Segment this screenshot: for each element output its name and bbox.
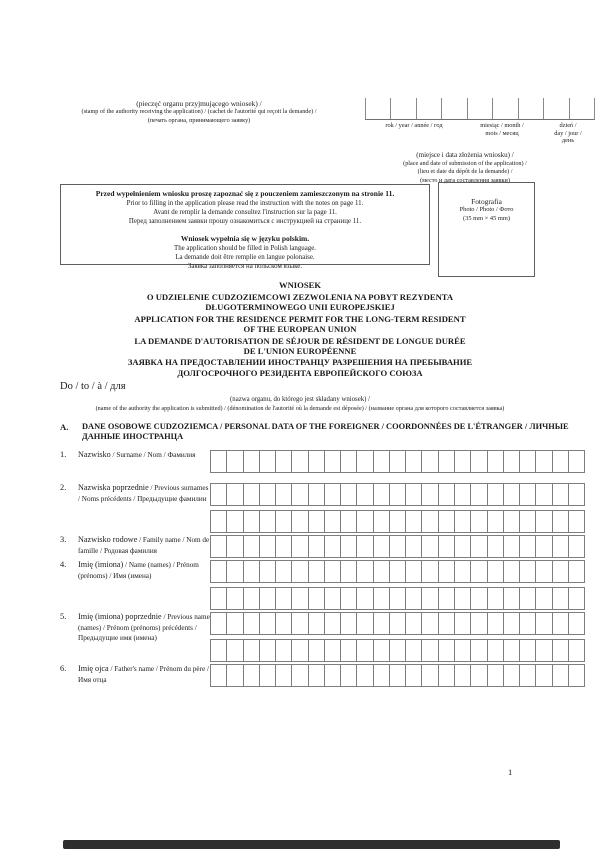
title-line-ru-2: ДОЛГОСРОЧНОГО РЕЗИДЕНТА ЕВРОПЕЙСКОГО СОЮЗА: [177, 367, 423, 378]
character-cell: [492, 98, 517, 119]
character-cell: [416, 98, 441, 119]
character-cell: [210, 639, 227, 662]
character-cell: [487, 483, 504, 506]
character-cell: [568, 587, 585, 610]
stamp-caption-block: [34, 99, 364, 125]
character-cell: [487, 664, 504, 687]
character-cells-row: [210, 639, 585, 660]
character-cell: [291, 560, 308, 583]
character-cell: [324, 612, 341, 635]
character-cell: [308, 639, 325, 662]
character-cell: [373, 450, 390, 473]
character-cell: [324, 664, 341, 687]
character-cell: [259, 664, 276, 687]
character-cell: [568, 510, 585, 533]
character-cell: [535, 535, 552, 558]
character-cell: [389, 587, 406, 610]
character-cell: [324, 450, 341, 473]
character-cell: [503, 664, 520, 687]
character-cell: [568, 612, 585, 635]
character-cell: [291, 639, 308, 662]
character-cell: [467, 98, 492, 119]
character-cell: [243, 510, 260, 533]
character-cell: [275, 450, 292, 473]
character-cell: [552, 639, 569, 662]
character-cell: [259, 483, 276, 506]
character-cell: [389, 535, 406, 558]
character-cell: [568, 450, 585, 473]
character-cell: [389, 510, 406, 533]
character-cell: [519, 639, 536, 662]
character-cell: [503, 535, 520, 558]
character-cell: [243, 612, 260, 635]
character-cell: [421, 450, 438, 473]
character-cell: [535, 639, 552, 662]
character-cell: [210, 510, 227, 533]
character-cell: [340, 450, 357, 473]
character-cell: [259, 639, 276, 662]
character-cell: [291, 612, 308, 635]
field-number: 2.: [60, 483, 67, 492]
day-label: dzień / day / jour / день: [554, 122, 582, 145]
character-cell: [441, 98, 466, 119]
character-cell: [210, 587, 227, 610]
title-line-en-2: OF THE EUROPEAN UNION: [243, 323, 357, 334]
place-date-fr: (lieu et date du dépôt de la demande) /: [417, 168, 513, 176]
photo-label-pl: Fotografia: [471, 197, 502, 206]
character-cell: [308, 483, 325, 506]
character-cell: [373, 639, 390, 662]
character-cell: [518, 98, 543, 119]
field-previous-surnames: [60, 483, 585, 504]
character-cell: [421, 560, 438, 583]
character-cell: [226, 664, 243, 687]
character-cell: [487, 535, 504, 558]
field-previous-name: [60, 612, 585, 644]
character-cell: [438, 639, 455, 662]
character-cell: [291, 587, 308, 610]
character-cell: [210, 664, 227, 687]
character-cell: [421, 612, 438, 635]
language-note-pl-bold: Wniosek wypełnia się w języku polskim.: [180, 234, 310, 244]
character-cell: [373, 560, 390, 583]
character-cell: [421, 639, 438, 662]
character-cell: [324, 483, 341, 506]
character-cell: [552, 483, 569, 506]
instruction-notice-box: [60, 184, 430, 271]
character-cell: [421, 664, 438, 687]
field-number: 5.: [60, 612, 67, 621]
character-cell: [487, 612, 504, 635]
character-cell: [340, 483, 357, 506]
notice-ru: Перед заполнением заявки прошу ознакомиться с инструкцией на странице 11.: [128, 218, 362, 225]
character-cell: [210, 483, 227, 506]
character-cell: [291, 535, 308, 558]
language-note-ru: Заявка заполняется на польском языке.: [187, 263, 303, 271]
character-cell: [503, 639, 520, 662]
character-cell: [275, 639, 292, 662]
title-line-fr-1: LA DEMANDE D'AUTORISATION DE SÉJOUR DE RÉSIDENT DE LONGUE DURÉE: [134, 335, 466, 346]
character-cell: [324, 535, 341, 558]
character-cell: [324, 560, 341, 583]
character-cell: [552, 535, 569, 558]
character-cell: [405, 612, 422, 635]
character-cell: [568, 560, 585, 583]
character-cell: [226, 639, 243, 662]
year-label: rok / year / année / год: [385, 122, 443, 129]
title-line-pl-2: DŁUGOTERMINOWEGO UNII EUROPEJSKIEJ: [205, 301, 395, 312]
character-cell: [535, 612, 552, 635]
character-cell: [259, 535, 276, 558]
character-cell: [373, 535, 390, 558]
scan-edge-bar: [63, 840, 560, 849]
character-cell: [519, 664, 536, 687]
addressee-to-label: Do / to / à / для: [60, 381, 126, 392]
character-cell: [519, 560, 536, 583]
character-cell: [308, 587, 325, 610]
character-cell: [487, 587, 504, 610]
character-cells-row: [210, 587, 585, 608]
field-label: Imię ojca / Father's name / Prénom du père / Имя отца: [78, 664, 209, 684]
character-cell: [210, 535, 227, 558]
character-cell: [243, 639, 260, 662]
character-cell: [454, 612, 471, 635]
character-cell: [356, 450, 373, 473]
field-label: Nazwisko / Surname / Nom / Фамилия: [78, 450, 196, 459]
character-cell: [421, 510, 438, 533]
character-cell: [308, 664, 325, 687]
character-cell: [243, 483, 260, 506]
photo-box: [438, 182, 535, 277]
character-cell: [405, 510, 422, 533]
character-cells-row: [210, 483, 585, 504]
character-cell: [243, 587, 260, 610]
character-cell: [470, 612, 487, 635]
field-label: Imię (imiona) poprzednie / Previous name (names) / Prénom (prénoms) précédents / Предыдущие имя (имена): [78, 612, 210, 643]
character-cell: [470, 535, 487, 558]
month-label: miesiąc / month / mois / месяц: [480, 122, 524, 137]
character-cell: [226, 510, 243, 533]
character-cell: [356, 639, 373, 662]
character-cell: [519, 483, 536, 506]
character-cell: [405, 587, 422, 610]
character-cell: [324, 510, 341, 533]
character-cell: [259, 560, 276, 583]
character-cell: [405, 639, 422, 662]
character-cell: [340, 510, 357, 533]
character-cell: [454, 587, 471, 610]
character-cell: [552, 664, 569, 687]
stamp-caption-en-fr: (stamp of the authority receiving the application) / (cachet de l'autorité qui reçoit la demande) /: [81, 108, 317, 115]
character-cell: [356, 535, 373, 558]
field-number: 1.: [60, 450, 67, 459]
character-cell: [405, 483, 422, 506]
character-cell: [340, 664, 357, 687]
character-cell: [389, 450, 406, 473]
field-surname: [60, 450, 585, 461]
title-line-pl-1: O UDZIELENIE CUDZOZIEMCOWI ZEZWOLENIA NA POBYT REZYDENTA: [146, 291, 454, 302]
character-cell: [340, 535, 357, 558]
character-cell: [454, 639, 471, 662]
character-cell: [552, 510, 569, 533]
character-cell: [275, 612, 292, 635]
field-number: 6.: [60, 664, 67, 673]
character-cell: [373, 510, 390, 533]
character-cell: [259, 510, 276, 533]
field-label: Nazwisko rodowe / Family name / Nom de famille / Родовая фамилия: [78, 535, 210, 555]
character-cell: [470, 639, 487, 662]
section-a-heading: [60, 422, 575, 443]
character-cell: [356, 587, 373, 610]
character-cell: [373, 664, 390, 687]
place-date-caption-block: [330, 151, 600, 185]
character-cell: [389, 560, 406, 583]
character-cell: [405, 535, 422, 558]
title-line-ru-1: ЗАЯВКА НА ПРЕДОСТАВЛЕНИИ ИНОСТРАНЦУ РАЗРЕШЕНИЯ НА ПРЕБЫВАНИЕ: [127, 357, 473, 368]
character-cell: [470, 450, 487, 473]
character-cell: [275, 560, 292, 583]
character-cell: [568, 483, 585, 506]
character-cell: [340, 560, 357, 583]
character-cells-row: [210, 510, 585, 531]
character-cell: [308, 535, 325, 558]
photo-label-translations: Photo / Photo / Фото: [459, 206, 514, 213]
character-cell: [324, 587, 341, 610]
authority-caption-translations: (name of the authority the application is submitted) / (dénomination de l'autorité où la demande est déposée) / (название органа для которого составляется заявка): [95, 405, 505, 412]
character-cell: [470, 664, 487, 687]
authority-caption-pl: (nazwa organu, do którego jest składany wniosek) /: [230, 396, 370, 403]
stamp-caption-ru: (печать органа, принимающего заявку): [147, 116, 251, 124]
character-cell: [470, 510, 487, 533]
character-cell: [308, 560, 325, 583]
character-cell: [421, 535, 438, 558]
character-cell: [454, 510, 471, 533]
character-cell: [535, 664, 552, 687]
character-cell: [356, 483, 373, 506]
title-line-fr-2: DE L'UNION EUROPÉENNE: [243, 345, 357, 356]
character-cell: [503, 483, 520, 506]
character-cell: [552, 450, 569, 473]
character-cell: [543, 98, 568, 119]
character-cell: [454, 560, 471, 583]
character-cell: [503, 612, 520, 635]
character-cell: [324, 639, 341, 662]
language-note-fr: La demande doit être remplie en langue polonaise.: [175, 254, 315, 261]
character-cell: [340, 587, 357, 610]
character-cell: [291, 483, 308, 506]
character-cell: [519, 535, 536, 558]
character-cell: [438, 612, 455, 635]
title-line-en-1: APPLICATION FOR THE RESIDENCE PERMIT FOR THE LONG-TERM RESIDENT: [134, 313, 466, 324]
character-cell: [569, 98, 594, 119]
character-cell: [438, 483, 455, 506]
character-cell: [454, 535, 471, 558]
character-cell: [405, 450, 422, 473]
character-cell: [438, 535, 455, 558]
field-number: 3.: [60, 535, 67, 544]
character-cell: [421, 483, 438, 506]
character-cells-row: [210, 664, 585, 685]
character-cells-row: [210, 450, 585, 471]
character-cells-row: [210, 560, 585, 581]
character-cell: [503, 450, 520, 473]
character-cell: [568, 664, 585, 687]
stamp-caption-pl: (pieczęć organu przyjmującego wniosek) /: [136, 99, 262, 108]
character-cell: [552, 612, 569, 635]
language-note-en: The application should be filled in Polish language.: [174, 244, 316, 252]
notice-fr: Avant de remplir la demande consultez l'instruction sur la page 11.: [153, 208, 337, 216]
form-title: [0, 280, 600, 378]
character-cell: [275, 483, 292, 506]
character-cell: [503, 560, 520, 583]
character-cell: [291, 664, 308, 687]
character-cells-row: [210, 535, 585, 556]
character-cell: [259, 587, 276, 610]
section-a-letter: A.: [60, 422, 69, 432]
character-cell: [487, 639, 504, 662]
character-cell: [438, 560, 455, 583]
character-cell: [226, 612, 243, 635]
character-cell: [519, 587, 536, 610]
character-cell: [552, 560, 569, 583]
character-cell: [470, 483, 487, 506]
character-cell: [275, 664, 292, 687]
field-number: 4.: [60, 560, 67, 569]
character-cell: [438, 664, 455, 687]
place-date-en: (place and date of submission of the application) /: [403, 159, 527, 167]
character-cell: [373, 587, 390, 610]
character-cell: [470, 587, 487, 610]
character-cell: [243, 450, 260, 473]
character-cell: [519, 612, 536, 635]
character-cell: [454, 664, 471, 687]
notice-en: Prior to filling in the application please read the instruction with the notes on page 11.: [126, 199, 364, 207]
character-cell: [243, 560, 260, 583]
character-cell: [552, 587, 569, 610]
field-label: Imię (imiona) / Name (names) / Prénom (prénoms) / Имя (имена): [78, 560, 199, 580]
character-cell: [487, 560, 504, 583]
character-cell: [519, 510, 536, 533]
character-cell: [210, 612, 227, 635]
field-label: Nazwiska poprzednie / Previous surnames / Noms précédents / Предыдущие фамилии: [78, 483, 209, 503]
title-line-wniosek: WNIOSEK: [278, 280, 322, 290]
character-cell: [389, 483, 406, 506]
character-cell: [438, 587, 455, 610]
character-cell: [275, 535, 292, 558]
character-cell: [373, 612, 390, 635]
character-cell: [454, 483, 471, 506]
character-cell: [259, 612, 276, 635]
photo-size: (35 mm × 45 mm): [463, 214, 510, 222]
character-cell: [226, 587, 243, 610]
submission-date-cells: [365, 98, 595, 120]
character-cell: [438, 450, 455, 473]
place-date-pl: (miejsce i data złożenia wniosku) /: [416, 151, 514, 159]
character-cell: [340, 639, 357, 662]
character-cell: [373, 483, 390, 506]
character-cell: [308, 450, 325, 473]
character-cell: [340, 612, 357, 635]
field-name: [60, 560, 585, 581]
character-cell: [487, 510, 504, 533]
character-cell: [568, 535, 585, 558]
character-cell: [454, 450, 471, 473]
character-cell: [405, 560, 422, 583]
character-cell: [568, 639, 585, 662]
character-cell: [356, 560, 373, 583]
character-cell: [259, 450, 276, 473]
character-cell: [356, 612, 373, 635]
character-cell: [275, 587, 292, 610]
character-cell: [308, 612, 325, 635]
character-cell: [535, 587, 552, 610]
character-cell: [389, 612, 406, 635]
character-cell: [210, 560, 227, 583]
character-cell: [470, 560, 487, 583]
character-cell: [308, 510, 325, 533]
character-cell: [503, 510, 520, 533]
character-cell: [405, 664, 422, 687]
section-a-title: DANE OSOBOWE CUDZOZIEMCA / PERSONAL DATA OF THE FOREIGNER / COORDONNÉES DE L'ÉTRANGER / ЛИЧНЫЕ ДАННЫЕ ИНОСТРАНЦА: [82, 422, 569, 442]
character-cell: [275, 510, 292, 533]
character-cell: [291, 450, 308, 473]
page-number: 1: [508, 767, 513, 777]
character-cell: [356, 664, 373, 687]
character-cell: [210, 450, 227, 473]
character-cell: [226, 560, 243, 583]
character-cell: [421, 587, 438, 610]
field-family-name: [60, 535, 585, 556]
character-cell: [503, 587, 520, 610]
character-cell: [535, 483, 552, 506]
character-cell: [389, 664, 406, 687]
character-cell: [243, 664, 260, 687]
character-cell: [438, 510, 455, 533]
character-cell: [226, 483, 243, 506]
character-cell: [487, 450, 504, 473]
character-cell: [226, 535, 243, 558]
character-cells-row: [210, 612, 585, 633]
character-cell: [390, 98, 415, 119]
character-cell: [535, 510, 552, 533]
notice-pl-bold: Przed wypełnieniem wniosku proszę zapoznać się z pouczeniem zamieszczonym na stronie 11.: [95, 189, 395, 198]
character-cell: [226, 450, 243, 473]
character-cell: [389, 639, 406, 662]
character-cell: [291, 510, 308, 533]
character-cell: [243, 535, 260, 558]
place-date-ru: (место и дата составления заявки): [420, 176, 510, 184]
field-fathers-name: [60, 664, 585, 685]
character-cell: [535, 450, 552, 473]
character-cell: [535, 560, 552, 583]
character-cell: [519, 450, 536, 473]
character-cell: [356, 510, 373, 533]
character-cell: [365, 98, 390, 119]
